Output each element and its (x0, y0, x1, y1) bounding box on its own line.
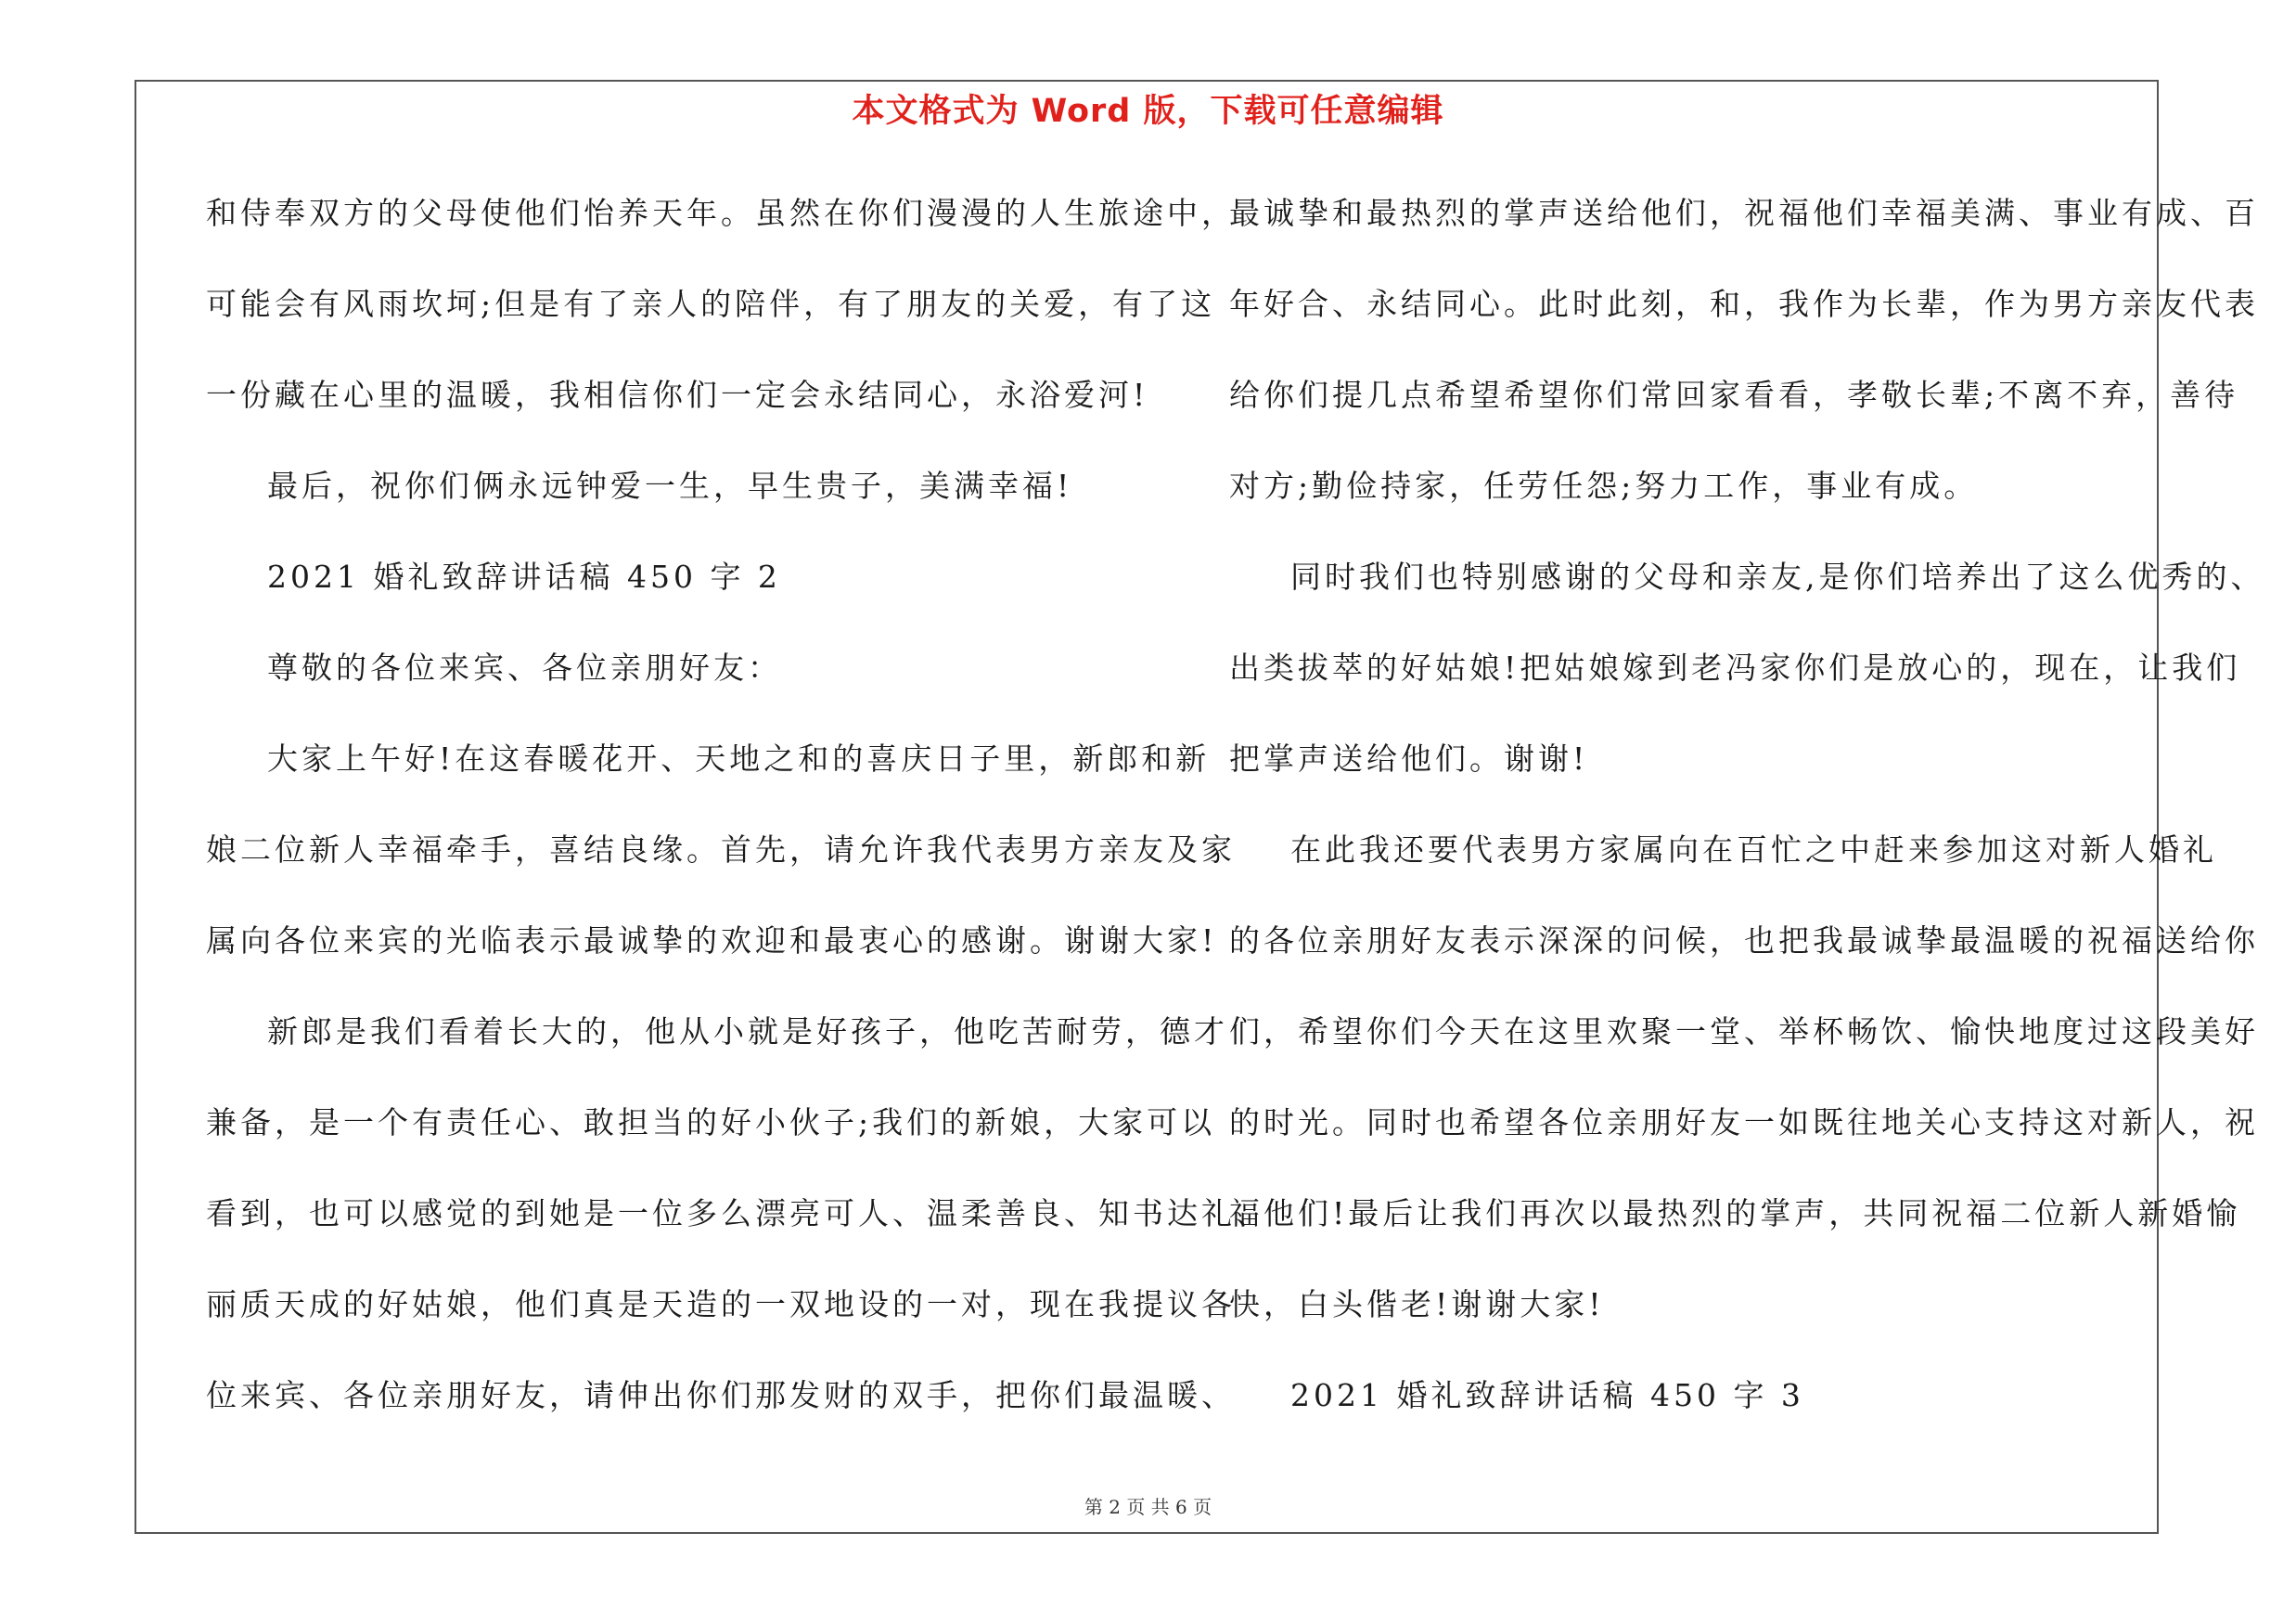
text-line: 给你们提几点希望希望你们常回家看看，孝敬长辈;不离不弃，善待 (1229, 377, 2239, 413)
text-line: 和侍奉双方的父母使他们怡养天年。虽然在你们漫漫的人生旅途中， (206, 195, 1236, 231)
text-line: 快，白头偕老!谢谢大家! (1229, 1286, 1605, 1322)
left-text-column (206, 181, 1270, 1454)
text-line: 把掌声送给他们。谢谢! (1229, 741, 1589, 777)
page-number-footer: 第 2 页 共 6 页 (1084, 1496, 1212, 1518)
text-line: 兼备，是一个有责任心、敢担当的好小伙子;我们的新娘，大家可以 (206, 1104, 1216, 1140)
text-line: 福他们!最后让我们再次以最热烈的掌声，共同祝福二位新人新婚愉 (1229, 1195, 2241, 1231)
text-line: 新郎是我们看着长大的，他从小就是好孩子，他吃苦耐劳，德才 (267, 1013, 1228, 1050)
right-text-column (1229, 181, 2265, 1454)
text-line: 看到，也可以感觉的到她是一位多么漂亮可人、温柔善良、知书达礼、 (206, 1195, 1270, 1231)
text-line: 年好合、永结同心。此时此刻，和，我作为长辈，作为男方亲友代表 (1229, 286, 2259, 322)
text-line: 属向各位来宾的光临表示最诚挚的欢迎和最衷心的感谢。谢谢大家! (206, 922, 1218, 959)
text-line: 最诚挚和最热烈的掌声送给他们，祝福他们幸福美满、事业有成、百 (1229, 195, 2259, 231)
text-line: 尊敬的各位来宾、各位亲朋好友： (267, 650, 782, 686)
text-line: 同时我们也特别感谢的父母和亲友,是你们培养出了这么优秀的、 (1290, 559, 2265, 595)
text-line: 2021 婚礼致辞讲话稿 450 字 3 (1290, 1377, 1804, 1413)
text-line: 2021 婚礼致辞讲话稿 450 字 2 (267, 559, 781, 595)
format-notice-banner: 本文格式为 Word 版，下载可任意编辑 (852, 93, 1444, 130)
text-line: 大家上午好!在这春暖花开、天地之和的喜庆日子里，新郎和新 (267, 741, 1211, 777)
text-line: 们，希望你们今天在这里欢聚一堂、举杯畅饮、愉快地度过这段美好 (1229, 1013, 2259, 1050)
text-line: 最后，祝你们俩永远钟爱一生，早生贵子，美满幸福! (267, 468, 1073, 504)
text-line: 一份藏在心里的温暖，我相信你们一定会永结同心，永浴爱河! (206, 377, 1149, 413)
text-line: 丽质天成的好姑娘，他们真是天造的一双地设的一对，现在我提议各 (206, 1286, 1236, 1322)
text-line: 对方;勤俭持家，任劳任怨;努力工作，事业有成。 (1229, 468, 1979, 504)
text-line: 的各位亲朋好友表示深深的问候，也把我最诚挚最温暖的祝福送给你 (1229, 922, 2259, 959)
text-line: 出类拔萃的好姑娘!把姑娘嫁到老冯家你们是放心的，现在，让我们 (1229, 650, 2241, 686)
text-line: 的时光。同时也希望各位亲朋好友一如既往地关心支持这对新人，祝 (1229, 1104, 2259, 1140)
text-line: 在此我还要代表男方家属向在百忙之中赶来参加这对新人婚礼 (1290, 831, 2217, 868)
text-line: 位来宾、各位亲朋好友，请伸出你们那发财的双手，把你们最温暖、 (206, 1377, 1236, 1413)
text-line: 娘二位新人幸福牵手，喜结良缘。首先，请允许我代表男方亲友及家 (206, 831, 1236, 868)
text-line: 可能会有风雨坎坷;但是有了亲人的陪伴，有了朋友的关爱，有了这 (206, 286, 1216, 322)
